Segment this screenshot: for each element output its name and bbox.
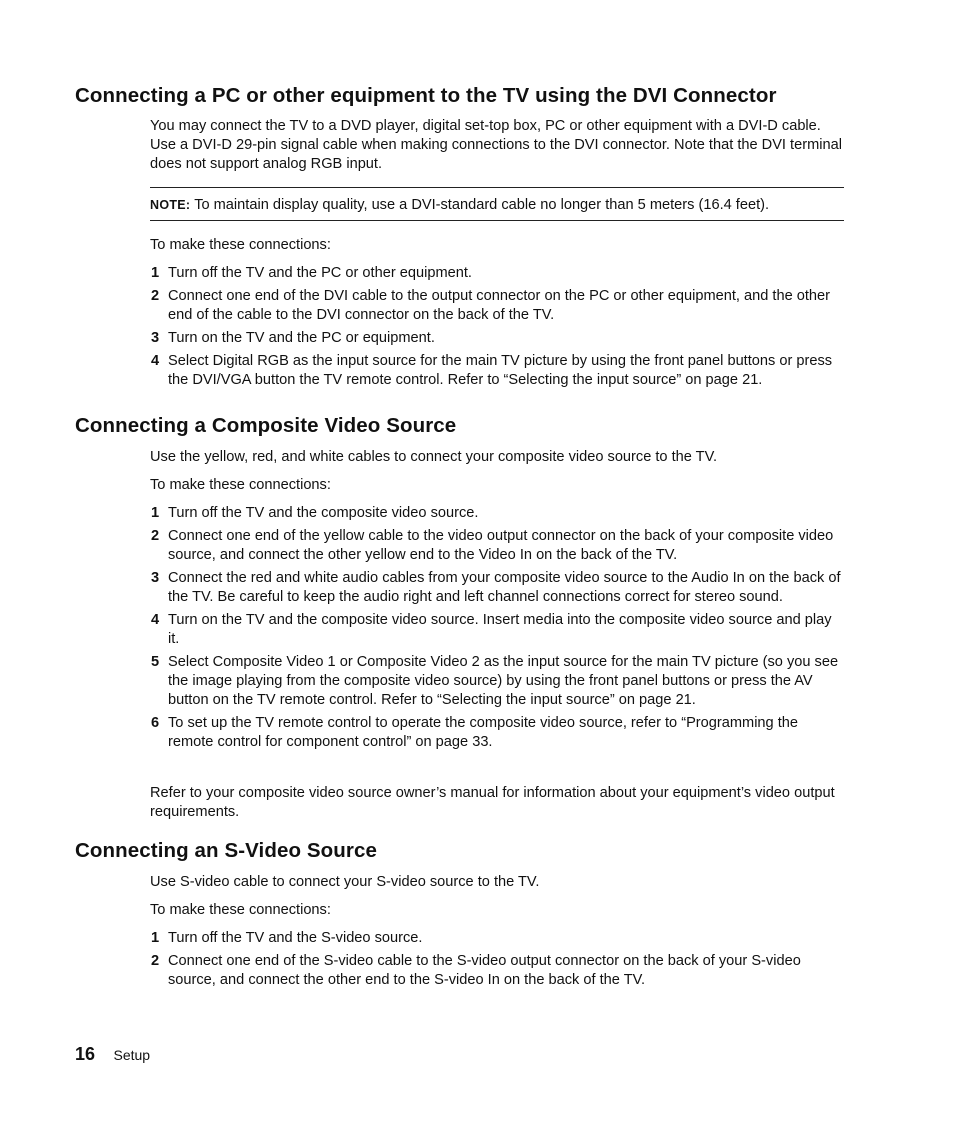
step-number: 2 <box>151 528 160 544</box>
dvi-steps-lead: To make these connections: <box>150 237 331 253</box>
note-text: To maintain display quality, use a DVI-standard cable no longer than 5 meters (16.4 feet). <box>194 197 770 213</box>
step-number: 4 <box>151 612 160 628</box>
list-item <box>150 287 845 325</box>
dvi-intro-paragraph: You may connect the TV to a DVD player, digital set-top box, PC or other equipment with a DVI-D cable. Use a DVI-D 29-pin signal cable when making connections to the DVI connector. Note that the DVI terminal does not support analog RGB input. <box>150 118 842 172</box>
composite-outro-paragraph: Refer to your composite video source owner’s manual for information about your equipment’s video output requirements. <box>150 785 835 820</box>
dvi-steps-list <box>150 264 845 394</box>
step-text: Turn off the TV and the S-video source. <box>168 930 423 946</box>
page-footer <box>75 1044 150 1065</box>
heading-composite-video: Connecting a Composite Video Source <box>75 414 457 437</box>
list-item <box>150 929 845 948</box>
list-item <box>150 527 845 565</box>
svideo-steps-lead: To make these connections: <box>150 902 331 918</box>
step-text: Select Composite Video 1 or Composite Video 2 as the input source for the main TV picture (so you see the image playing from the composite video source) by using the front panel buttons or press the AV button on the TV remote control. Refer to “Selecting the input source” on page 21. <box>168 654 839 708</box>
composite-steps-list <box>150 504 845 756</box>
svideo-intro-paragraph: Use S-video cable to connect your S-video source to the TV. <box>150 874 540 890</box>
list-item <box>150 504 845 523</box>
svideo-steps-list <box>150 929 845 994</box>
list-item <box>150 952 845 990</box>
list-item <box>150 329 845 348</box>
step-number: 6 <box>151 715 160 731</box>
step-number: 1 <box>151 930 160 946</box>
step-text: Turn off the TV and the composite video source. <box>168 505 479 521</box>
step-number: 3 <box>151 570 160 586</box>
page-number: 16 <box>75 1044 96 1064</box>
step-number: 2 <box>151 953 160 969</box>
step-number: 4 <box>151 353 160 369</box>
step-number: 5 <box>151 654 160 670</box>
step-number: 3 <box>151 330 160 346</box>
composite-steps-lead: To make these connections: <box>150 477 331 493</box>
step-number: 2 <box>151 288 160 304</box>
list-item <box>150 352 845 390</box>
step-text: Connect one end of the yellow cable to the video output connector on the back of your composite video source, and connect the other yellow end to the Video In on the back of the TV. <box>168 528 834 563</box>
heading-s-video: Connecting an S-Video Source <box>75 839 377 862</box>
dvi-note-box <box>150 187 844 221</box>
footer-section-name: Setup <box>113 1047 151 1063</box>
list-item <box>150 569 845 607</box>
step-number: 1 <box>151 265 160 281</box>
step-text: Select Digital RGB as the input source for the main TV picture by using the front panel buttons or press the DVI/VGA button the TV remote control. Refer to “Selecting the input source” on page 21. <box>168 353 833 388</box>
step-text: Turn off the TV and the PC or other equipment. <box>168 265 472 281</box>
step-text: Connect one end of the DVI cable to the output connector on the PC or other equipment, and the other end of the cable to the DVI connector on the back of the TV. <box>168 288 831 323</box>
list-item <box>150 611 845 649</box>
list-item <box>150 264 845 283</box>
step-number: 1 <box>151 505 160 521</box>
step-text: Connect one end of the S-video cable to the S-video output connector on the back of your S-video source, and connect the other end to the S-video In on the back of the TV. <box>168 953 801 988</box>
step-text: Turn on the TV and the composite video source. Insert media into the composite video source and play it. <box>168 612 832 647</box>
composite-intro-paragraph: Use the yellow, red, and white cables to connect your composite video source to the TV. <box>150 449 718 465</box>
step-text: Turn on the TV and the PC or equipment. <box>168 330 435 346</box>
step-text: To set up the TV remote control to operate the composite video source, refer to “Programming the remote control for component control” on page 33. <box>168 715 799 750</box>
heading-dvi-connection: Connecting a PC or other equipment to the TV using the DVI Connector <box>75 84 777 107</box>
note-label: NOTE: <box>150 198 191 212</box>
list-item <box>150 714 845 752</box>
step-text: Connect the red and white audio cables from your composite video source to the Audio In on the back of the TV. Be careful to keep the audio right and left channel connections correct for stereo sound. <box>168 570 841 605</box>
list-item <box>150 653 845 710</box>
